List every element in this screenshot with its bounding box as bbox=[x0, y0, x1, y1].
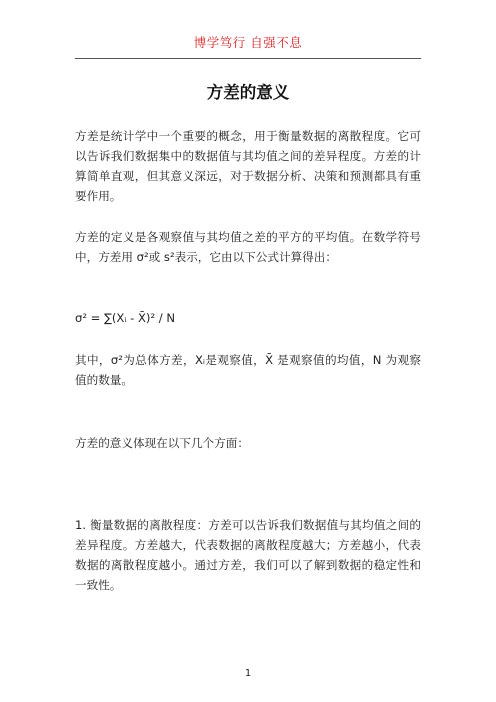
page-header-motto: 博学笃行 自强不息 bbox=[193, 35, 303, 50]
header-divider bbox=[75, 58, 421, 59]
variance-formula: σ² = ∑(Xᵢ - X̄)² / N bbox=[75, 311, 176, 325]
paragraph-intro: 方差是统计学中一个重要的概念，用于衡量数据的离散程度。它可以告诉我们数据集中的数据值与其均值之间的差异程度。方差的计算简单直观，但其意义深远，对于数据分析、决策和预测都具有重要作用。 bbox=[75, 129, 421, 203]
paragraph-point-1: 1. 衡量数据的离散程度：方差可以告诉我们数据值与其均值之间的差异程度。方差越大，代表数据的离散程度越大；方差越小，代表数据的离散程度越小。通过方差，我们可以了解到数据的稳定性和一致性。 bbox=[75, 518, 421, 592]
document-title: 方差的意义 bbox=[206, 83, 290, 102]
paragraph-formula-legend: 其中，σ²为总体方差，Xᵢ是观察值，X̄ 是观察值的均值，N 为观察值的数量。 bbox=[75, 353, 421, 387]
paragraph-definition: 方差的定义是各观察值与其均值之差的平方的平均值。在数学符号中，方差用 σ²或 s²表示，它由以下公式计算得出： bbox=[75, 230, 421, 264]
paragraph-significance-intro: 方差的意义体现在以下几个方面： bbox=[75, 436, 249, 450]
page-number: 1 bbox=[244, 668, 252, 679]
